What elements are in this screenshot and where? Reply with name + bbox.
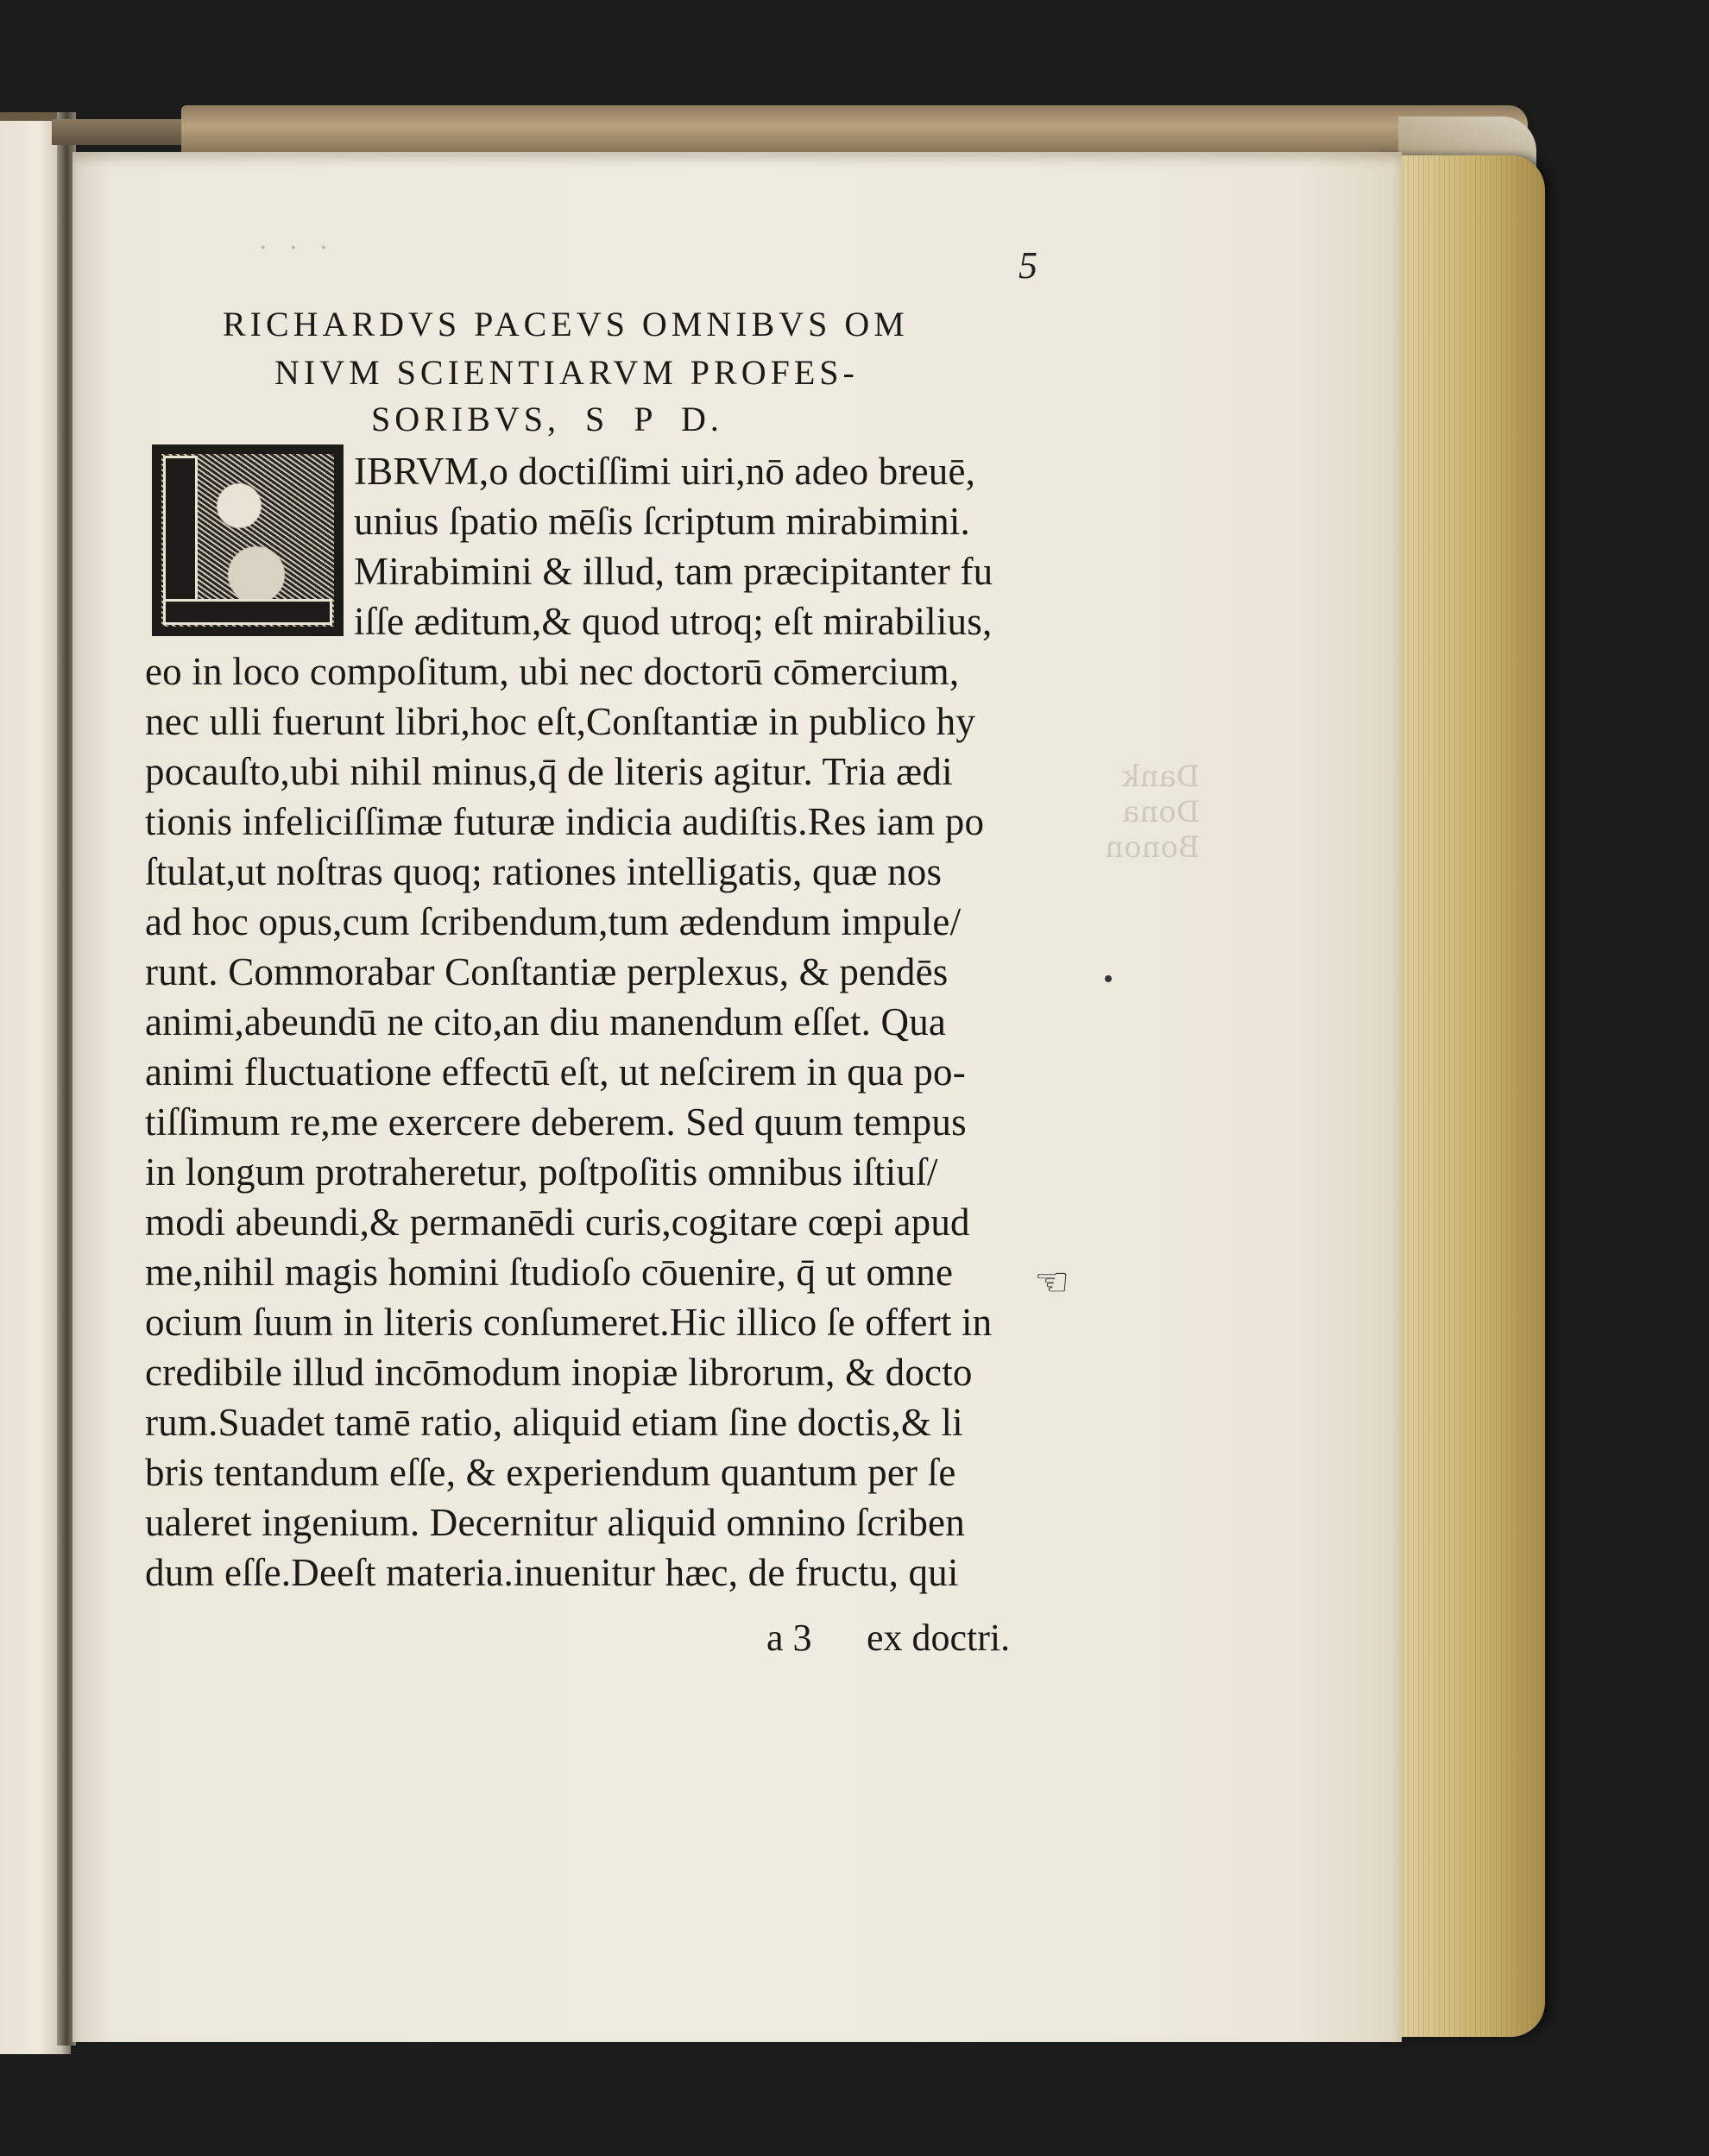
text-line: iſſe æditum,& quod utroq; eſt mirabilius,: [354, 600, 993, 643]
text-line: eo in loco compoſitum, ubi nec doctorū cōmercium,: [145, 650, 960, 693]
woodcut-initial-L: [152, 444, 344, 636]
printed-page: [73, 152, 1402, 2042]
text-line: ad hoc opus,cum ſcribendum,tum ædendum impule/: [145, 900, 962, 943]
margin-dot: [1105, 975, 1112, 982]
heading-line-3: SORIBVS, S P D.: [371, 400, 723, 438]
text-line: in longum protraheretur, poſtpoſitis omnibus iſtiuſ/: [145, 1150, 938, 1194]
heading-line-1: RICHARDVS PACEVS OMNIBVS OM: [223, 305, 909, 344]
text-line: tiſſimum re,me exercere deberem. Sed quum tempus: [145, 1100, 967, 1144]
show-through-text: Dank Dona Bonon: [1105, 760, 1200, 865]
text-line: rum.Suadet tamē ratio, aliquid etiam ſine doctis,& li: [145, 1401, 963, 1444]
text-line: nec ulli fuerunt libri,hoc eſt,Conſtantiæ in publico hy: [145, 700, 976, 743]
text-line: modi abeundi,& permanēdi curis,cogitare cœpi apud: [145, 1201, 970, 1244]
text-line: runt. Commorabar Conſtantiæ perplexus, & pendēs: [145, 950, 949, 993]
text-line: ocium ſuum in literis conſumeret.Hic illico ſe offert in: [145, 1301, 993, 1344]
binding-top-left: [52, 119, 199, 145]
text-line: Mirabimini & illud, tam præcipitanter fu: [354, 550, 993, 593]
text-line: animi fluctuatione effectū eſt, ut neſcirem in qua po-: [145, 1050, 966, 1094]
text-line: credibile illud incōmodum inopiæ librorum, & docto: [145, 1351, 973, 1394]
catchword: ex doctri.: [867, 1617, 1011, 1659]
text-line: bris tentandum eſſe, & experiendum quantum per ſe: [145, 1451, 956, 1494]
manicule-pointer-mark: ☜: [1034, 1258, 1070, 1305]
text-line: unius ſpatio mēſis ſcriptum mirabimini.: [354, 500, 970, 543]
text-line: dum eſſe.Deeſt materia.inuenitur hæc, de fructu, qui: [145, 1551, 959, 1594]
text-line: ſtulat,ut noſtras quoq; rationes intelligatis, quæ nos: [145, 850, 943, 893]
heading-line-2: NIVM SCIENTIARVM PROFES-: [274, 353, 859, 392]
text-line: me,nihil magis homini ſtudioſo cōuenire, q̄ ut omne: [145, 1251, 954, 1294]
text-line: ualeret ingenium. Decernitur aliquid omnino ſcriben: [145, 1501, 965, 1544]
text-line: IBRVM,o doctiſſimi uiri,nō adeo breuē,: [354, 450, 976, 493]
faint-running-head: · · ·: [259, 233, 335, 263]
folio-number: 5: [1018, 244, 1037, 287]
signature-mark: a 3: [766, 1617, 812, 1659]
text-line: pocauſto,ubi nihil minus,q̄ de literis agitur. Tria ædi: [145, 750, 953, 793]
text-line: animi,abeundū ne cito,an diu manendum eſſet. Qua: [145, 1000, 947, 1043]
text-line: tionis infeliciſſimæ futuræ indicia audiſtis.Res iam po: [145, 800, 985, 843]
binding-top-edge: [181, 105, 1528, 157]
